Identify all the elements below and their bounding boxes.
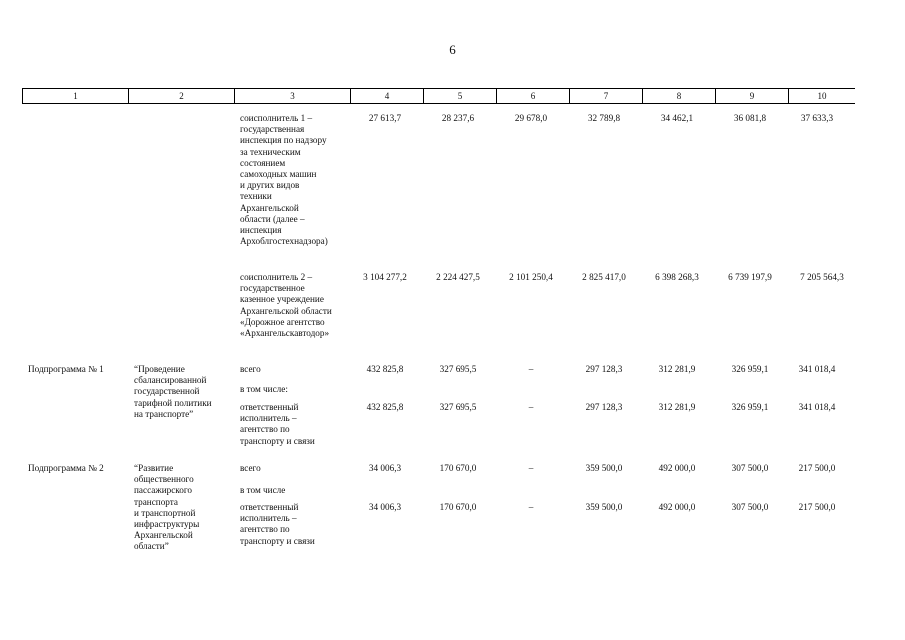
- row-8-col-3: ответственный исполнитель – агентство по транспорту и связи: [240, 502, 315, 546]
- row-6-col-4: 34 006,3: [368, 463, 402, 473]
- row-3-col-8: 312 281,9: [658, 364, 696, 374]
- header-col-7: 7: [569, 89, 642, 103]
- row-8-col-5: 170 670,0: [439, 502, 477, 512]
- row-3-col-10: 341 018,4: [798, 364, 836, 374]
- row-5-col-5: 327 695,5: [439, 402, 477, 412]
- row-6-col-5: 170 670,0: [439, 463, 477, 473]
- row-6-col-1: Подпрограмма № 2: [28, 463, 104, 473]
- header-col-2: 2: [128, 89, 234, 103]
- table-header: [22, 88, 855, 104]
- header-col-3: 3: [234, 89, 350, 103]
- row-5-col-7: 297 128,3: [585, 402, 623, 412]
- row-8-col-4: 34 006,3: [368, 502, 402, 512]
- row-3-col-9: 326 959,1: [731, 364, 769, 374]
- row-2-col-3: соисполнитель 2 – государственное казенное учреждение Архангельской области «Дорожное агентство «Архангельскавтодор»: [240, 272, 332, 339]
- row-1-col-5: 28 237,6: [441, 113, 475, 123]
- row-1-col-7: 32 789,8: [587, 113, 621, 123]
- header-col-1: 1: [22, 89, 128, 103]
- row-1-col-9: 36 081,8: [733, 113, 767, 123]
- row-8-col-6: –: [528, 502, 534, 512]
- row-1-col-4: 27 613,7: [368, 113, 402, 123]
- row-4-col-3: в том числе:: [240, 384, 288, 394]
- header-col-9: 9: [715, 89, 788, 103]
- row-3-col-7: 297 128,3: [585, 364, 623, 374]
- row-6-col-7: 359 500,0: [585, 463, 623, 473]
- row-5-col-9: 326 959,1: [731, 402, 769, 412]
- row-6-col-8: 492 000,0: [658, 463, 696, 473]
- row-8-col-9: 307 500,0: [731, 502, 769, 512]
- row-3-col-4: 432 825,8: [366, 364, 404, 374]
- row-5-col-6: –: [528, 402, 534, 412]
- row-2-col-4: 3 104 277,2: [363, 272, 407, 282]
- row-3-col-1: Подпрограмма № 1: [28, 364, 104, 374]
- row-2-col-8: 6 398 268,3: [655, 272, 699, 282]
- row-7-col-3: в том числе: [240, 485, 286, 495]
- row-2-col-6: 2 101 250,4: [509, 272, 553, 282]
- page-number: 6: [449, 42, 456, 57]
- row-3-col-3: всего: [240, 364, 261, 374]
- header-col-10: 10: [788, 89, 855, 103]
- row-2-col-10: 7 205 564,3: [800, 272, 844, 282]
- row-8-col-8: 492 000,0: [658, 502, 696, 512]
- row-3-col-6: –: [528, 364, 534, 374]
- row-3-col-2: “Проведение сбалансированной государственной тарифной политики на транспорте”: [134, 364, 212, 419]
- row-2-col-5: 2 224 427,5: [436, 272, 480, 282]
- row-6-col-9: 307 500,0: [731, 463, 769, 473]
- row-3-col-5: 327 695,5: [439, 364, 477, 374]
- row-6-col-2: “Развитие общественного пассажирского транспорта и транспортной инфраструктуры Архангельской области”: [134, 463, 200, 552]
- row-6-col-6: –: [528, 463, 534, 473]
- row-6-col-3: всего: [240, 463, 261, 473]
- row-5-col-4: 432 825,8: [366, 402, 404, 412]
- row-6-col-10: 217 500,0: [798, 463, 836, 473]
- row-8-col-7: 359 500,0: [585, 502, 623, 512]
- header-col-6: 6: [496, 89, 569, 103]
- row-2-col-7: 2 825 417,0: [582, 272, 626, 282]
- header-col-5: 5: [423, 89, 496, 103]
- row-1-col-3: соисполнитель 1 – государственная инспекция по надзору за техническим состоянием самоходных машин и других видов техники Архангельской области (далее – инспекция Архоблгостехнадзора): [240, 113, 328, 247]
- row-5-col-8: 312 281,9: [658, 402, 696, 412]
- row-1-col-8: 34 462,1: [660, 113, 694, 123]
- header-col-8: 8: [642, 89, 715, 103]
- row-5-col-3: ответственный исполнитель – агентство по транспорту и связи: [240, 402, 315, 446]
- header-col-4: 4: [350, 89, 423, 103]
- row-2-col-9: 6 739 197,9: [728, 272, 772, 282]
- row-1-col-6: 29 678,0: [514, 113, 548, 123]
- row-5-col-10: 341 018,4: [798, 402, 836, 412]
- row-1-col-10: 37 633,3: [800, 113, 834, 123]
- row-8-col-10: 217 500,0: [798, 502, 836, 512]
